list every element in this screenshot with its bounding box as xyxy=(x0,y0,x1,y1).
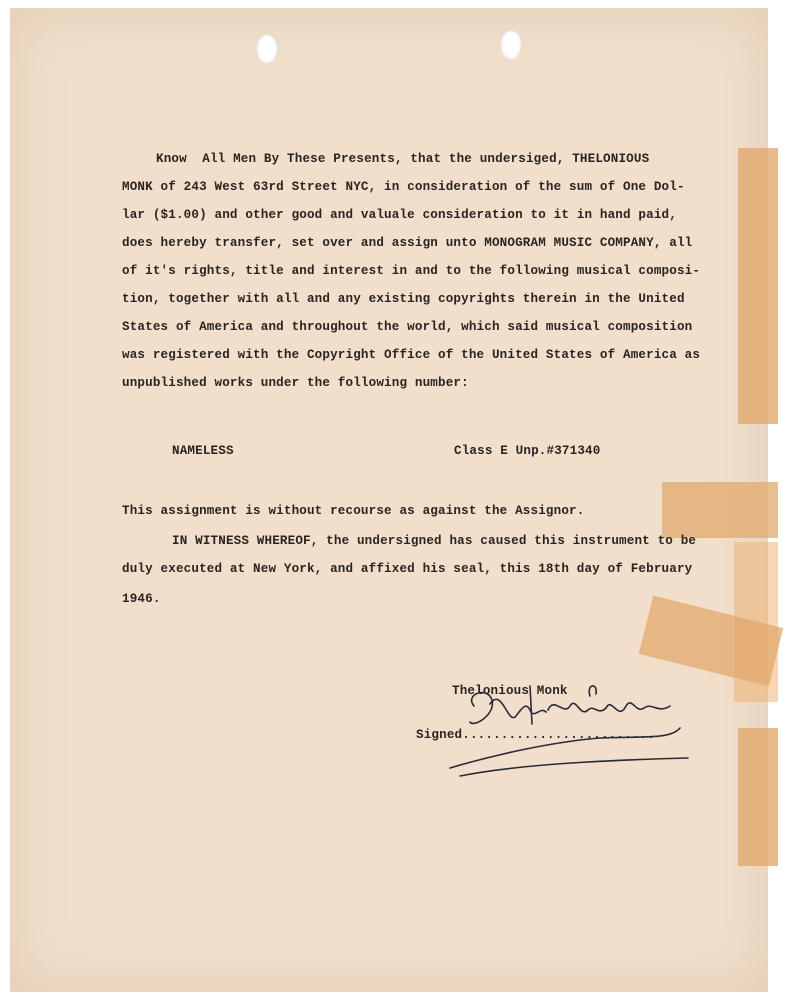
composition-title: NAMELESS xyxy=(172,444,234,458)
body-line: of it's rights, title and interest in and to the following musical composi- xyxy=(122,264,701,278)
witness-line: IN WITNESS WHEREOF, the undersigned has caused this instrument to be xyxy=(172,534,697,548)
handwritten-signature xyxy=(430,666,700,786)
tape-strip xyxy=(738,148,778,424)
body-line: tion, together with all and any existing copyrights therein in the United xyxy=(122,292,685,306)
punch-hole-left xyxy=(256,34,278,64)
tape-strip xyxy=(662,482,778,538)
body-line: MONK of 243 West 63rd Street NYC, in consideration of the sum of One Dol- xyxy=(122,180,685,194)
signed-label: Signed......................... xyxy=(416,728,655,742)
tape-strip xyxy=(738,728,778,866)
witness-line: 1946. xyxy=(122,592,161,606)
punch-hole-right xyxy=(500,30,522,60)
witness-line: duly executed at New York, and affixed his seal, this 18th day of February xyxy=(122,562,693,576)
body-line: lar ($1.00) and other good and valuale consideration to it in hand paid, xyxy=(122,208,677,222)
body-line: unpublished works under the following number: xyxy=(122,376,469,390)
body-line: Know All Men By These Presents, that the undersiged, THELONIOUS xyxy=(156,152,650,166)
signatory-name: Thelonious Monk xyxy=(452,684,568,698)
composition-registration: Class E Unp.#371340 xyxy=(454,444,601,458)
recourse-statement: This assignment is without recourse as against the Assignor. xyxy=(122,504,585,518)
body-line: was registered with the Copyright Office of the United States of America as xyxy=(122,348,701,362)
body-line: States of America and throughout the world, which said musical composition xyxy=(122,320,693,334)
body-line: does hereby transfer, set over and assign unto MONOGRAM MUSIC COMPANY, all xyxy=(122,236,693,250)
